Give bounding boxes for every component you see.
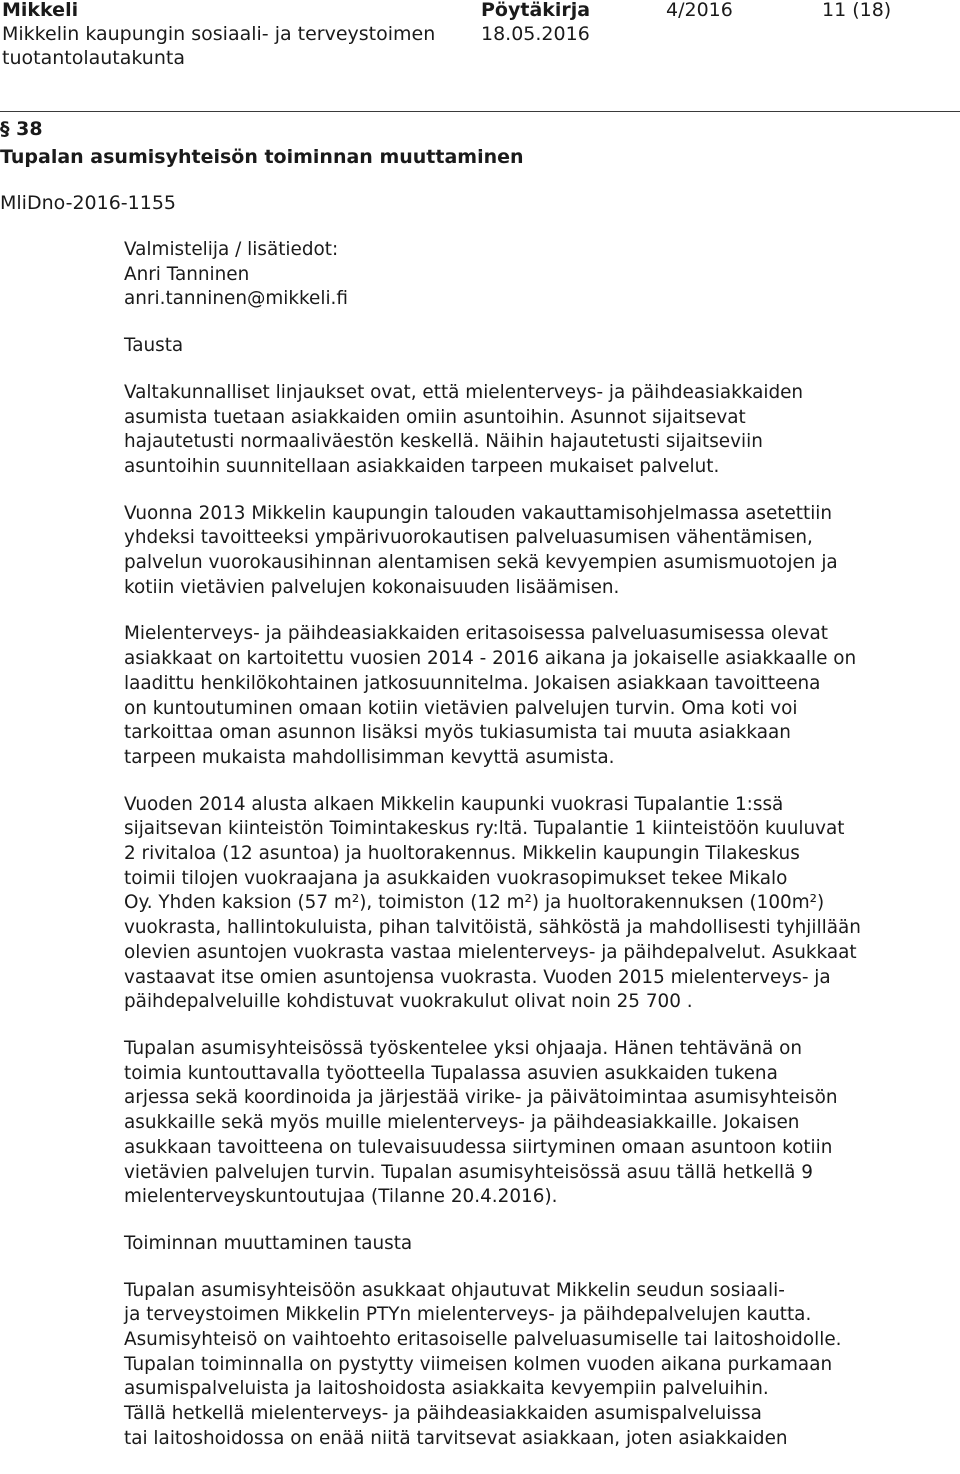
paragraph-line: Tupalan toiminnalla on pystytty viimeisen kolmen vuoden aikana purkamaan xyxy=(124,1353,833,1375)
paragraph-line: Tällä hetkellä mielenterveys- ja päihdeasiakkaiden asumispalveluissa xyxy=(124,1403,762,1425)
paragraph-line: asukkaan tavoitteena on tulevaisuudessa siirtyminen omaan asuntoon kotiin xyxy=(124,1136,833,1158)
paragraph-line: asuntoihin suunnitellaan asiakkaiden tarpeen mukaiset palvelut. xyxy=(124,455,720,477)
paragraph-line: hajautetusti normaaliväestön keskellä. Näihin hajautetusti sijaitseviin xyxy=(124,431,763,453)
section-title: Tupalan asumisyhteisön toiminnan muuttaminen xyxy=(0,146,524,168)
paragraph-line: mielenterveyskuntoutujaa (Tilanne 20.4.2016). xyxy=(124,1186,558,1208)
paragraph-line: Vuoden 2014 alusta alkaen Mikkelin kaupunki vuokrasi Tupalantie 1:ssä xyxy=(124,793,784,815)
paragraph-1 xyxy=(124,381,944,480)
meeting-date: 18.05.2016 xyxy=(481,23,590,45)
preparer-label: Valmistelija / lisätiedot: xyxy=(124,239,339,260)
preparer-name: Anri Tanninen xyxy=(124,263,250,285)
record-number: MliDno-2016-1155 xyxy=(0,192,177,214)
paragraph-5 xyxy=(124,1037,944,1210)
paragraph-line: päihdepalveluille kohdistuvat vuokrakulut olivat noin 25 700 . xyxy=(124,991,693,1013)
paragraph-line: ja terveystoimen Mikkelin PTYn mielenterveys- ja päihdepalvelujen kautta. xyxy=(124,1304,812,1326)
heading-tausta: Tausta xyxy=(124,335,184,357)
paragraph-line: asiakkaat on kartoitettu vuosien 2014 - 2016 aikana ja jokaiselle asiakkaalle on xyxy=(124,648,857,670)
organization-name: Mikkeli xyxy=(2,0,79,21)
paragraph-line: laadittu henkilökohtainen jatkosuunnitelma. Jokaisen asiakkaan tavoitteena xyxy=(124,672,821,694)
section-number: 38 xyxy=(16,118,43,140)
paragraph-line: sijaitsevan kiinteistön Toimintakeskus ry:ltä. Tupalantie 1 kiinteistöön kuuluvat xyxy=(124,818,845,840)
preparer-email: anri.tanninen@mikkeli.fi xyxy=(124,288,348,310)
paragraph-3 xyxy=(124,622,944,770)
paragraph-4 xyxy=(124,793,944,1015)
paragraph-line: palvelun vuorokausihinnan alentamisen sekä kevyempien asumismuotojen ja xyxy=(124,552,838,574)
paragraph-line: tai laitoshoidossa on enää niitä tarvitsevat asiakkaan, joten asiakkaiden xyxy=(124,1427,788,1449)
paragraph-line: Asumisyhteisö on vaihtoehto eritasoiselle palveluasumiselle tai laitoshoidolle. xyxy=(124,1329,842,1351)
paragraph-line: Tupalan asumisyhteisössä työskentelee yksi ohjaaja. Hänen tehtävänä on xyxy=(124,1037,803,1059)
paragraph-line: Vuonna 2013 Mikkelin kaupungin talouden vakauttamisohjelmassa asetettiin xyxy=(124,502,833,524)
preparer-block xyxy=(124,238,944,312)
paragraph-line: toimii tilojen vuokraajana ja asukkaiden vuokrasopimukset tekee Mikalo xyxy=(124,867,788,889)
paragraph-line: Valtakunnalliset linjaukset ovat, että mielenterveys- ja päihdeasiakkaiden xyxy=(124,381,804,403)
header-divider xyxy=(0,111,960,112)
paragraph-line: arjessa sekä koordinoida ja järjestää virike- ja päivätoimintaa asumisyhteisön xyxy=(124,1087,838,1109)
section-symbol: § xyxy=(0,118,10,140)
section-heading xyxy=(0,117,524,169)
paragraph-line: vuokrasta, hallintokuluista, pihan talvitöistä, sähköstä ja mahdollisesti tyhjillään xyxy=(124,917,861,939)
paragraph-line: 2 rivitaloa (12 asuntoa) ja huoltorakennus. Mikkelin kaupungin Tilakeskus xyxy=(124,843,800,865)
paragraph-line: asumista tuetaan asiakkaiden omiin asuntoihin. Asunnot sijaitsevat xyxy=(124,406,746,428)
paragraph-line: toimia kuntouttavalla työotteella Tupalassa asuvien asukkaiden tukena xyxy=(124,1062,778,1084)
paragraph-line: vastaavat itse omien asuntojensa vuokrasta. Vuoden 2015 mielenterveys- ja xyxy=(124,966,831,988)
paragraph-line: asumispalveluista ja laitoshoidosta asiakkaita kevyempiin palveluihin. xyxy=(124,1378,769,1400)
paragraph-line: tarpeen mukaista mahdollisimman kevyttä asumista. xyxy=(124,746,615,768)
paragraph-line: olevien asuntojen vuokrasta vastaa mielenterveys- ja päihdepalvelut. Asukkaat xyxy=(124,941,857,963)
committee-name-line2: tuotantolautakunta xyxy=(2,47,185,69)
paragraph-line: asukkaille sekä myös muille mielenterveys- ja päihdeasiakkaille. Jokaisen xyxy=(124,1112,800,1134)
document-body xyxy=(124,238,944,1474)
page-header xyxy=(0,0,960,112)
paragraph-line: Mielenterveys- ja päihdeasiakkaiden eritasoisessa palveluasumisessa olevat xyxy=(124,623,828,645)
committee-name-line1: Mikkelin kaupungin sosiaali- ja terveystoimen xyxy=(2,23,436,45)
paragraph-line: vietävien palvelujen turvin. Tupalan asumisyhteisössä asuu tällä hetkellä 9 xyxy=(124,1161,813,1183)
section-number-line xyxy=(0,117,524,141)
page-number: 11 (18) xyxy=(822,0,892,21)
paragraph-line: tarkoittaa oman asunnon lisäksi myös tukiasumista tai muuta asiakkaan xyxy=(124,722,791,744)
paragraph-2 xyxy=(124,502,944,601)
paragraph-line: on kuntoutuminen omaan kotiin vietävien palvelujen turvin. Oma koti voi xyxy=(124,697,798,719)
paragraph-line: Oy. Yhden kaksion (57 m²), toimiston (12 m²) ja huoltorakennuksen (100m²) xyxy=(124,892,825,914)
paragraph-line: kotiin vietävien palvelujen kokonaisuuden lisäämisen. xyxy=(124,576,620,598)
document-type: Pöytäkirja xyxy=(481,0,591,21)
paragraph-6 xyxy=(124,1279,944,1452)
meeting-number: 4/2016 xyxy=(666,0,733,21)
heading-toiminnan-muuttaminen: Toiminnan muuttaminen tausta xyxy=(124,1232,413,1254)
paragraph-line: Tupalan asumisyhteisöön asukkaat ohjautuvat Mikkelin seudun sosiaali- xyxy=(124,1279,785,1301)
paragraph-line: yhdeksi tavoitteeksi ympärivuorokautisen palveluasumisen vähentämisen, xyxy=(124,527,813,549)
